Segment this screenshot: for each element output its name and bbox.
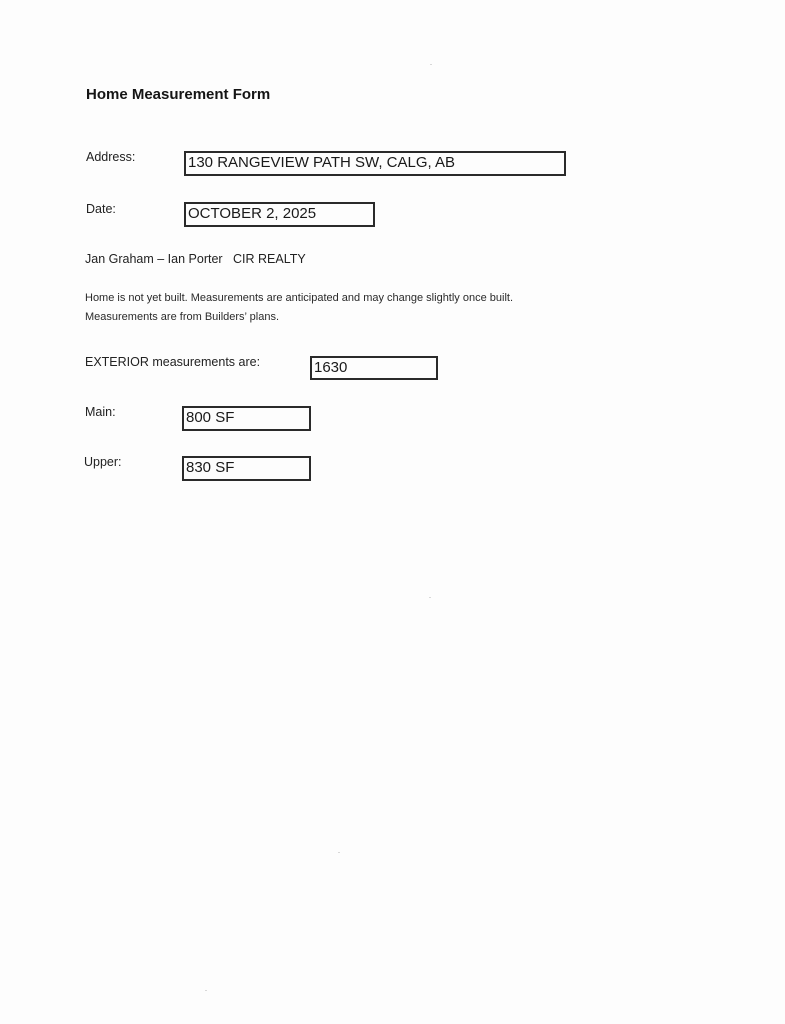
note-line-2: Measurements are from Builders’ plans. [85,311,280,323]
address-field: 130 RANGEVIEW PATH SW, CALG, AB [184,151,566,176]
main-label: Main: [85,405,116,419]
form-title: Home Measurement Form [86,86,271,103]
exterior-field: 1630 [310,356,438,380]
address-label: Address: [86,150,136,164]
scan-speck [205,990,207,991]
scan-speck [338,852,340,853]
date-field: OCTOBER 2, 2025 [184,202,375,227]
exterior-label: EXTERIOR measurements are: [85,355,261,369]
scan-speck [429,597,431,598]
upper-label: Upper: [84,455,122,469]
date-label: Date: [86,202,116,216]
main-field: 800 SF [182,406,311,431]
note-line-1: Home is not yet built. Measurements are anticipated and may change slightly once built. [85,292,514,304]
scan-speck [430,64,432,65]
agent-names: Jan Graham – Ian Porter [85,252,223,266]
agent-line [85,252,306,266]
upper-field: 830 SF [182,456,311,481]
brokerage-name: CIR REALTY [233,252,306,266]
